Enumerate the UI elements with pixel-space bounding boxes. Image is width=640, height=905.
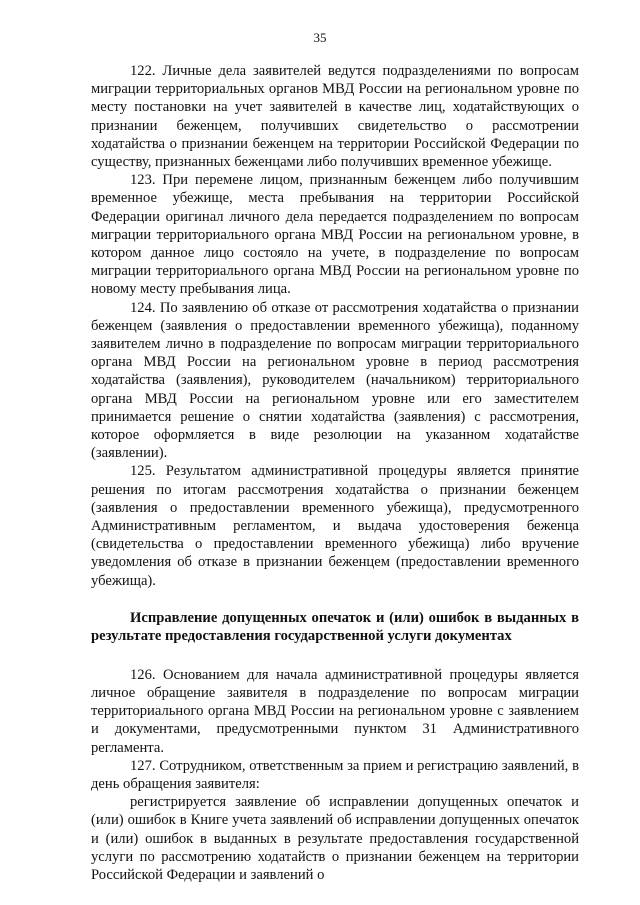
paragraph-125: 125. Результатом административной процедуры является принятие решения по итогам рассмотрения ходатайства о признании беженцем (заявления о предоставлении временного убежища), предусмотренного Административным регламентом, и выдача удостоверения беженца (свидетельства о предоставлении временного убежища) либо вручение уведомления об отказе в признании беженцем (предоставлении временного убежища). xyxy=(91,463,579,589)
paragraph-124: 124. По заявлению об отказе от рассмотрения ходатайства о признании беженцем (заявления о предоставлении временного убежища), поданному заявителем лично в подразделение по вопросам миграции территориального органа МВД России на региональном уровне в период рассмотрения ходатайства (заявления), руководителем (начальником) территориального органа МВД России на региональном уровне или его заместителем принимается решение о снятии ходатайства (заявления) с рассмотрения, которое оформляется в виде резолюции на указанном ходатайстве (заявлении). xyxy=(91,299,579,462)
page-number: 35 xyxy=(313,30,327,45)
paragraph-127: 127. Сотрудником, ответственным за прием и регистрацию заявлений, в день обращения заявителя: xyxy=(91,757,579,792)
paragraph-123: 123. При перемене лицом, признанным беженцем либо получившим временное убежище, места пребывания на территории Российской Федерации оригинал личного дела передается подразделением по вопросам миграции территориального органа МВД России на региональном уровне, в котором данное лицо состояло на учете, в подразделение по вопросам миграции территориального органа МВД России на региональном уровне по новому месту пребывания лица. xyxy=(91,172,579,298)
document-body xyxy=(91,62,579,884)
section-heading: Исправление допущенных опечаток и (или) ошибок в выданных в результате предоставления государственной услуги документах xyxy=(91,609,579,645)
paragraph-registration: регистрируется заявление об исправлении допущенных опечаток и (или) ошибок в Книге учета заявлений об исправлении допущенных опечаток и (или) ошибок в выданных в результате предоставления государственной услуги по рассмотрению ходатайств о признании беженцем на территории Российской Федерации и заявлений о xyxy=(91,794,579,883)
paragraph-122: 122. Личные дела заявителей ведутся подразделениями по вопросам миграции территориальных органов МВД России на региональном уровне по месту постановки на учет заявителей в качестве лиц, ходатайствующих о признании беженцем, получивших свидетельство о рассмотрении ходатайства о признании беженцем на территории Российской Федерации по существу, признанных беженцами либо получивших временное убежище. xyxy=(91,63,579,171)
paragraph-126: 126. Основанием для начала административной процедуры является личное обращение заявителя в подразделение по вопросам миграции территориального органа МВД России на региональном уровне с заявлением и документами, предусмотренными пунктом 31 Административного регламента. xyxy=(91,666,579,756)
